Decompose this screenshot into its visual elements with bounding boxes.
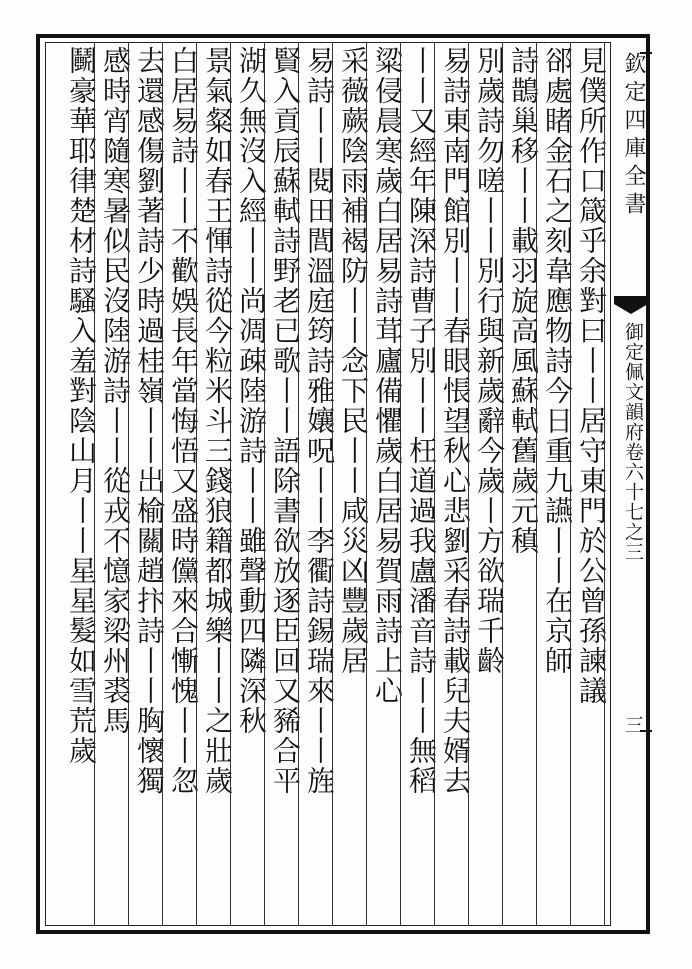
fishtail-mark-icon: [614, 296, 648, 314]
text-column: 易詩丨丨閱田閭溫庭筠詩雅孃呪丨丨李衢詩錫瑞來丨丨旌: [303, 46, 336, 796]
column-rule: [230, 43, 231, 925]
column-rule: [298, 43, 299, 925]
margin-volume-title: 御定佩文韻府卷六十七之三: [622, 322, 644, 562]
text-column: 白居易詩丨丨不歡娛長年當悔悟又盛時儻來合慚愧丨丨忽: [167, 46, 200, 796]
text-column: 粱侵晨寒歲白居易詩茸廬備懼歲白居易賀雨詩上心: [371, 46, 404, 706]
column-rule: [536, 43, 537, 925]
text-column: 丨丨又經年陳深詩曹子別丨丨枉道過我盧潘音詩丨丨無稻: [405, 46, 438, 796]
text-column: 感時宵隨寒暑似民沒陸游詩丨丨從戎不憶家梁州裘馬: [99, 46, 132, 736]
margin-page-number: 三: [622, 715, 644, 734]
text-column: 去還感傷劉著詩少時過桂嶺丨丨出榆關趙抃詩丨丨胸懷獨: [133, 46, 166, 796]
column-rule: [196, 43, 197, 925]
text-column: 湖久無沒入經丨丨尚凋疎陸游詩丨丨雖聲動四隣深秋: [235, 46, 268, 736]
column-rule: [570, 43, 571, 925]
column-rule: [604, 43, 605, 925]
text-column: 別歲詩勿嗟丨丨別行與新歲辭今歲丨方欲瑞千齡: [473, 46, 506, 676]
column-rule: [332, 43, 333, 925]
text-column: 景氣粲如春王惲詩從今粒米斗三錢狼籍都城樂丨丨之壯歲: [201, 46, 234, 796]
column-rule: [502, 43, 503, 925]
column-rule: [434, 43, 435, 925]
column-rule: [400, 43, 401, 925]
column-rule: [94, 43, 95, 925]
column-rule: [366, 43, 367, 925]
text-column: 采薇蕨陰雨補褐防丨丨念下民丨丨咸災凶豐歲居: [337, 46, 370, 676]
margin-tick-bottom: [640, 730, 652, 732]
text-column: 見僕所作口箴乎余對曰丨丨居守東門於公曾孫諫議: [575, 46, 608, 706]
column-rule: [128, 43, 129, 925]
text-column: 郤處睹金石之刻韋應物詩今日重九讌丨丨在京師: [541, 46, 574, 676]
column-rule: [264, 43, 265, 925]
margin-tick-top: [640, 52, 652, 54]
text-column: 賢入貢辰蘇軾詩野老已歌丨丨語除書欲放逐臣回又豨合平: [269, 46, 302, 796]
column-rule: [468, 43, 469, 925]
column-rule: [162, 43, 163, 925]
text-column: 詩鵲巢移丨丨載羽旋高風蘇軾舊歲元稹: [507, 46, 540, 556]
text-column: 鬭豪華耶律楚材詩騷入羞對陰山月丨丨星星髮如雪荒歲: [65, 46, 98, 766]
margin-book-title: 欽定四庫全書: [621, 52, 646, 220]
text-column: 易詩東南門館別丨丨春眼悵望秋心悲劉采春詩載兒夫婿去: [439, 46, 472, 796]
